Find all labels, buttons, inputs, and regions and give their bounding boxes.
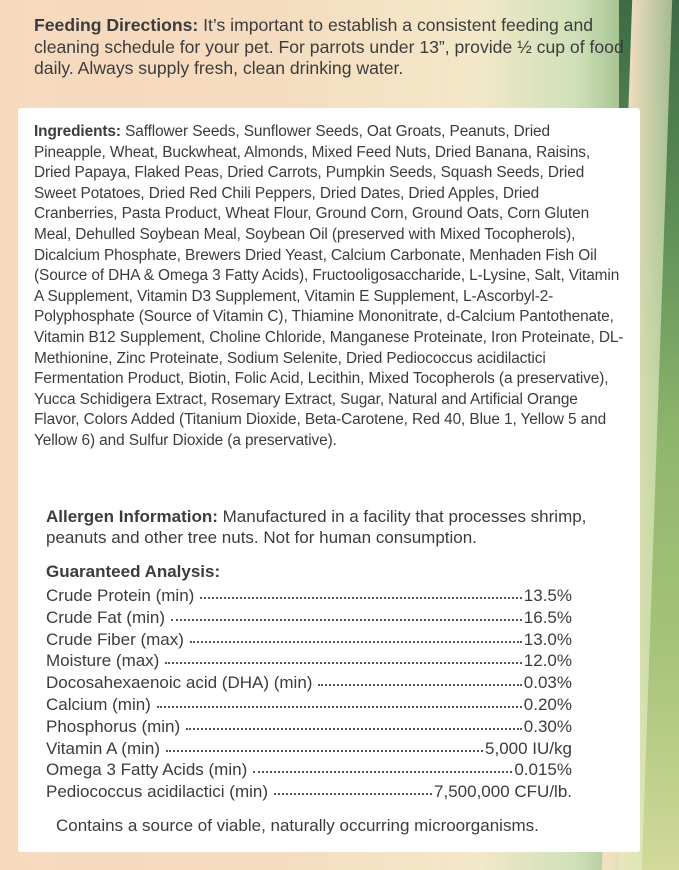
analysis-value: 0.30% bbox=[523, 716, 572, 736]
analysis-nutrient: Crude Protein (min) bbox=[46, 586, 195, 605]
dot-leader bbox=[318, 666, 521, 686]
analysis-row bbox=[46, 625, 572, 647]
dot-leader bbox=[157, 688, 522, 708]
info-panel bbox=[18, 108, 640, 852]
analysis-nutrient: Moisture (max) bbox=[46, 651, 160, 671]
analysis-row bbox=[46, 777, 572, 802]
allergen-text: Manufactured in a facility that processes shrimp, peanuts and other tree nuts. Not for human consumption. bbox=[46, 507, 587, 547]
footnote: Contains a source of viable, naturally occurring microorganisms. bbox=[56, 816, 539, 835]
analysis-row bbox=[46, 755, 572, 780]
analysis-nutrient: Calcium (min) bbox=[46, 694, 151, 714]
dot-leader bbox=[190, 623, 522, 643]
analysis-nutrient: Phosphorus (min) bbox=[46, 716, 181, 736]
analysis-value: 0.03% bbox=[523, 673, 572, 693]
analysis-value: 13.5% bbox=[523, 586, 572, 605]
guaranteed-analysis-list bbox=[46, 581, 572, 802]
feeding-directions-label: Feeding Directions: bbox=[34, 15, 199, 35]
analysis-value: 5,000 IU/kg bbox=[485, 738, 572, 758]
analysis-value: 13.0% bbox=[523, 629, 572, 649]
analysis-value: 0.20% bbox=[523, 694, 572, 714]
analysis-nutrient: Vitamin A (min) bbox=[46, 738, 161, 758]
dot-leader bbox=[165, 644, 521, 664]
analysis-row bbox=[46, 581, 572, 603]
dot-leader bbox=[253, 753, 512, 773]
dot-leader bbox=[171, 601, 522, 621]
feeding-directions bbox=[0, 0, 650, 100]
ingredients-section bbox=[34, 122, 624, 452]
dot-leader bbox=[166, 732, 483, 752]
allergen-section bbox=[46, 506, 626, 548]
analysis-row bbox=[46, 690, 572, 712]
analysis-nutrient: Crude Fat (min) bbox=[46, 607, 166, 627]
analysis-value: 16.5% bbox=[523, 607, 572, 627]
analysis-nutrient: Pediococcus acidilactici (min) bbox=[46, 782, 269, 802]
ingredients-label: Ingredients: bbox=[34, 123, 121, 140]
analysis-value: 0.015% bbox=[514, 760, 572, 780]
analysis-row bbox=[46, 734, 572, 756]
dot-leader bbox=[186, 710, 522, 730]
dot-leader bbox=[200, 579, 521, 599]
analysis-value: 7,500,000 CFU/lb. bbox=[434, 782, 572, 802]
analysis-value: 12.0% bbox=[523, 651, 572, 671]
ingredients-text: Safflower Seeds, Sunflower Seeds, Oat Groats, Peanuts, Dried Pineapple, Wheat, Buckwheat, Almonds, Mixed Feed Nuts, Dried Banana, Raisins, Dried Papaya, Flaked Peas, Dried Carrots, Pumpkin Seeds, Squash Seeds, Dried Sweet Potatoes, Dried Red Chili Peppers, Dried Dates, Dried Apples, Dried Cranberries, Pasta Product, Wheat Flour, Ground Corn, Ground Oats, Corn Gluten Meal, Dehulled Soybean Meal, Soybean Oil (preserved with Mixed Tocopherols), Dicalcium Phosphate, Brewers Dried Yeast, Calcium Carbonate, Menhaden Fish Oil (Source of DHA & Omega 3 Fatty Acids), Fructooligosaccharide, L-Lysine, Salt, Vitamin A Supplement, Vitamin D3 Supplement, Vitamin E Supplement, L-Ascorbyl-2-Polyphosphate (Source of Vitamin C), Thiamine Mononitrate, d-Calcium Pantothenate, Vitamin B12 Supplement, Choline Chloride, Manganese Proteinate, Iron Proteinate, DL-Methionine, Zinc Proteinate, Sodium Selenite, Dried Pediococcus acidilactici Fermentation Product, Biotin, Folic Acid, Lecithin, Mixed Tocopherols (a preservative), Yucca Schidigera Extract, Rosemary Extract, Sugar, Natural and Artificial Orange Flavor, Colors Added (Titanium Dioxide, Beta-Carotene, Red 40, Blue 1, Yellow 5 and Yellow 6) and Sulfur Dioxide (a preservative). bbox=[34, 123, 624, 449]
analysis-nutrient: Crude Fiber (max) bbox=[46, 629, 184, 649]
analysis-row bbox=[46, 646, 572, 671]
analysis-row bbox=[46, 668, 572, 693]
analysis-row bbox=[46, 712, 572, 734]
feeding-directions-text: It’s important to establish a consistent feeding and cleaning schedule for your pet. For parrots under 13”, provide ½ cup of food daily. Always supply fresh, clean drinking water. bbox=[34, 15, 624, 78]
dot-leader bbox=[274, 775, 432, 795]
analysis-row bbox=[46, 603, 572, 625]
guaranteed-analysis-title: Guaranteed Analysis: bbox=[46, 562, 221, 581]
analysis-nutrient: Docosahexaenoic acid (DHA) (min) bbox=[46, 673, 313, 693]
analysis-nutrient: Omega 3 Fatty Acids (min) bbox=[46, 760, 248, 780]
allergen-label: Allergen Information: bbox=[46, 507, 218, 526]
